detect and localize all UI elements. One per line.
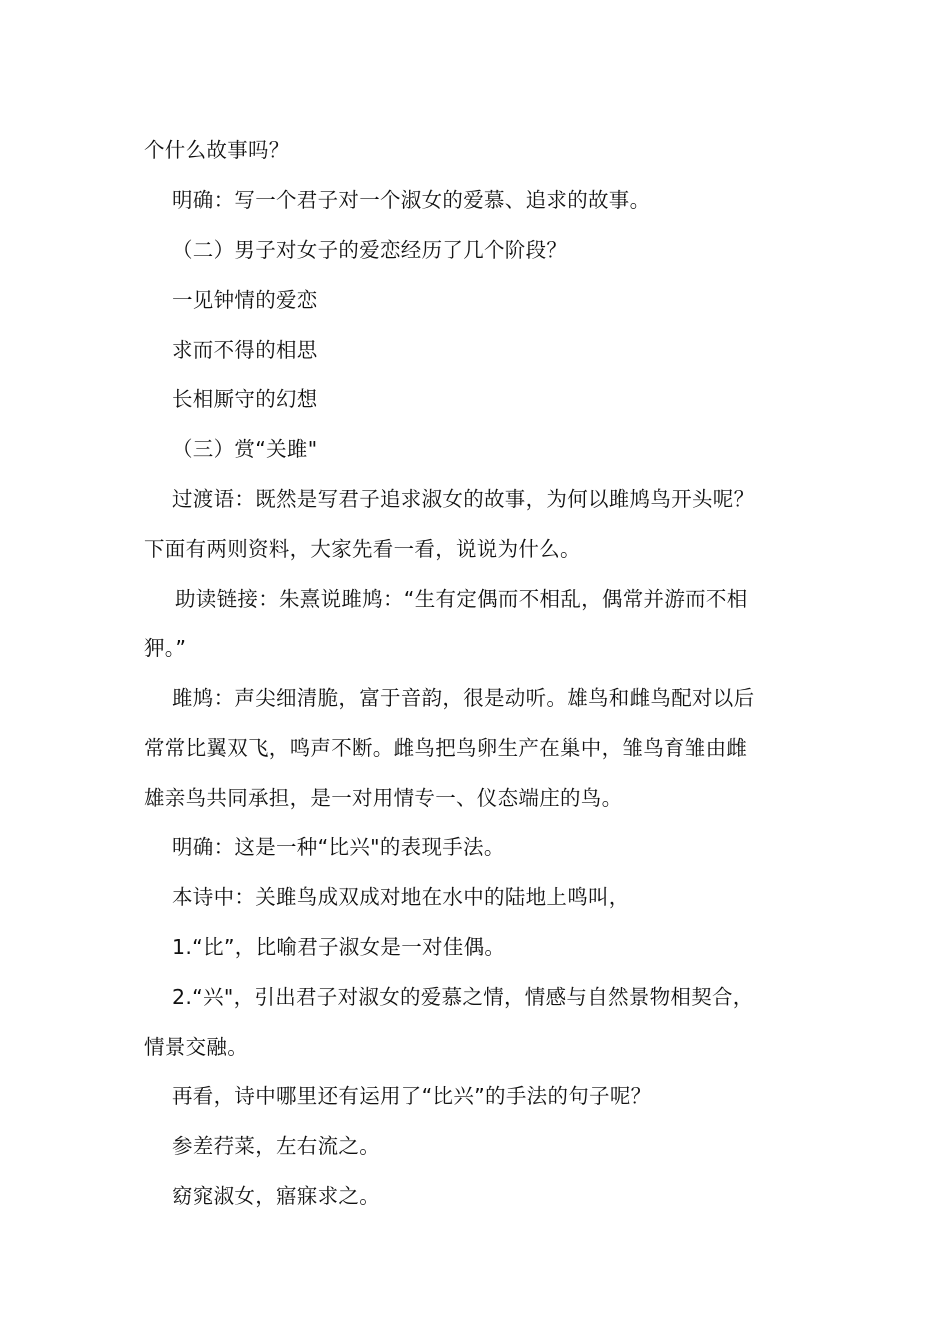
text-line: 下面有两则资料，大家先看一看，说说为什么。 bbox=[144, 537, 581, 561]
text-line: 一见钟情的爱恋 bbox=[172, 288, 318, 312]
text-line: 1.“比”，比喻君子淑女是一对佳偶。 bbox=[172, 935, 506, 959]
section-heading: （二）男子对女子的爱恋经历了几个阶段？ bbox=[172, 238, 568, 262]
text-line: 明确：写一个君子对一个淑女的爱慕、追求的故事。 bbox=[172, 188, 651, 212]
text-line: 本诗中：关雎鸟成双成对地在水中的陆地上鸣叫， bbox=[172, 885, 630, 909]
text-line: 个什么故事吗？ bbox=[144, 138, 290, 162]
text-line: 过渡语：既然是写君子追求淑女的故事，为何以雎鸠鸟开头呢？ bbox=[172, 487, 755, 511]
text-line: 窈窕淑女，寤寐求之。 bbox=[172, 1184, 380, 1208]
text-line: 常常比翼双飞，鸣声不断。雌鸟把鸟卵生产在巢中，雏鸟育雏由雌 bbox=[144, 736, 748, 760]
text-line: 长相厮守的幻想 bbox=[172, 387, 318, 411]
section-heading: （三）赏“关雎" bbox=[172, 437, 318, 461]
text-line: 明确：这是一种“比兴"的表现手法。 bbox=[172, 835, 505, 859]
text-line: 雄亲鸟共同承担，是一对用情专一、仪态端庄的鸟。 bbox=[144, 786, 623, 810]
text-line: 再看，诗中哪里还有运用了“比兴”的手法的句子呢？ bbox=[172, 1084, 652, 1108]
text-line: 求而不得的相思 bbox=[172, 338, 318, 362]
text-line: 2.“兴"，引出君子对淑女的爱慕之情，情感与自然景物相契合， bbox=[172, 985, 754, 1009]
text-line: 雎鸠：声尖细清脆，富于音韵，很是动听。雄鸟和雌鸟配对以后 bbox=[172, 686, 755, 710]
text-line: 狎。” bbox=[144, 636, 187, 660]
text-line: 情景交融。 bbox=[144, 1035, 248, 1059]
text-line: 助读链接：朱熹说雎鸠：“生有定偶而不相乱，偶常并游而不相 bbox=[175, 587, 748, 611]
text-line: 参差荇菜，左右流之。 bbox=[172, 1134, 380, 1158]
